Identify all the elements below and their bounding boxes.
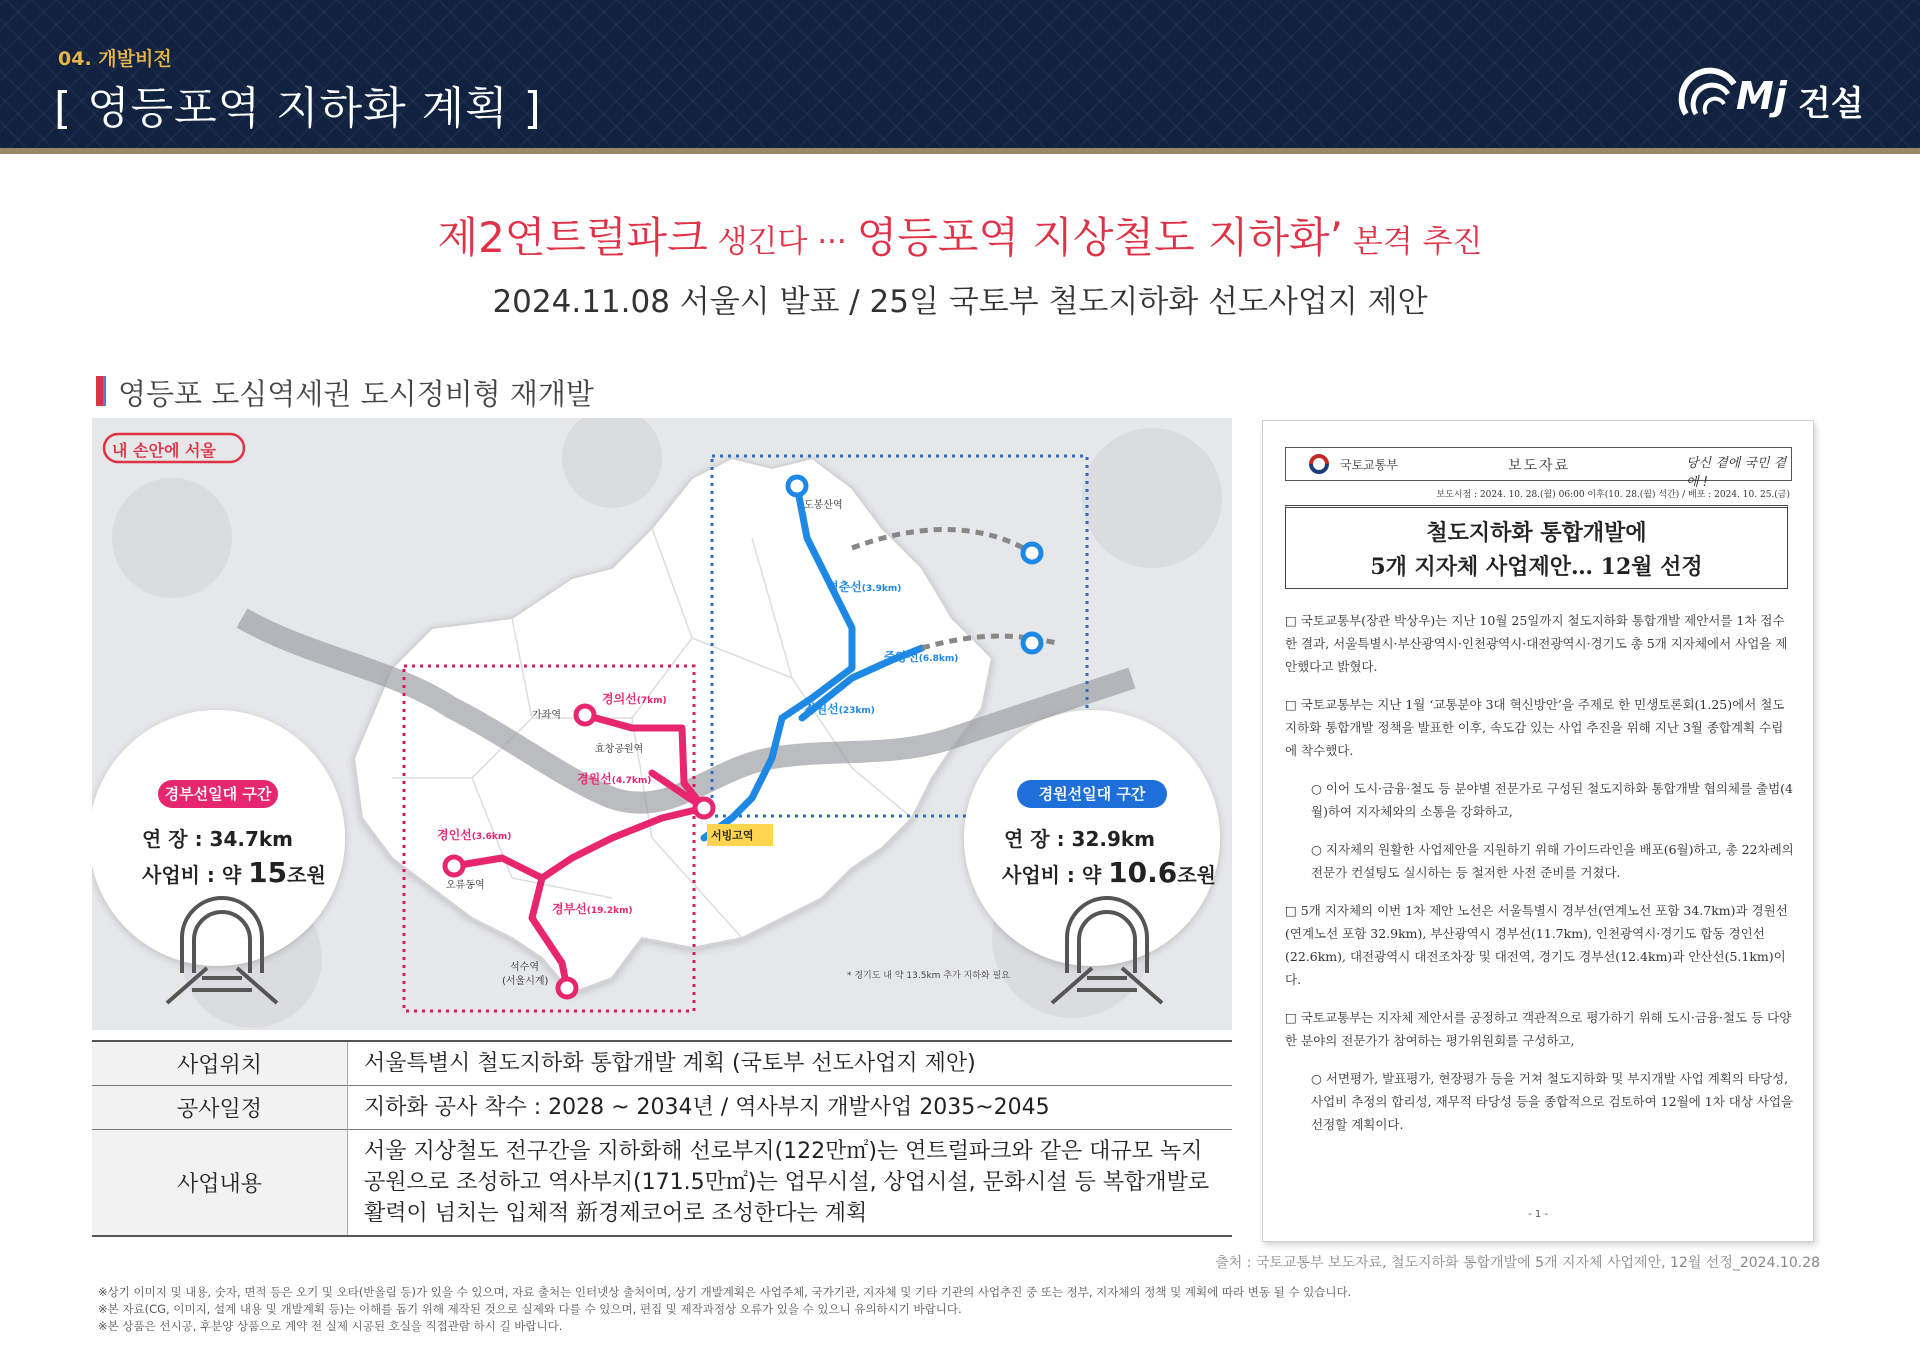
gyeongwon-len: (23km) bbox=[838, 706, 875, 716]
left-length-value: 34.7km bbox=[209, 827, 294, 851]
gyeongwon-west-len: (4.7km) bbox=[611, 776, 652, 786]
row-label-content: 사업내용 bbox=[92, 1130, 348, 1237]
subheadline: 2024.11.08 서울시 발표 / 25일 국토부 철도지하화 선도사업지 제안 bbox=[492, 284, 1428, 320]
left-length-label: 연 장 : bbox=[142, 827, 210, 851]
press-title-line1: 철도지하화 통합개발에 bbox=[1426, 520, 1647, 546]
press-header bbox=[1285, 447, 1792, 490]
disclaimer-line: ※본 자료(CG, 이미지, 설계 내용 및 개발계획 등)는 이해를 돕기 위해 제작된 것으로 실제와 다를 수 있으며, 편집 및 제작과정상 오류가 있을 수 있으니 유의하시기 바랍니다. bbox=[98, 1302, 962, 1316]
label-gyeongin bbox=[437, 826, 511, 843]
label-gyeongwon-west bbox=[577, 770, 651, 787]
map-badge: 내 손안에 서울 bbox=[112, 441, 216, 460]
bullet: ○ bbox=[1311, 842, 1322, 857]
headline-part1: 제2연트럴파크 bbox=[437, 213, 708, 262]
gyeongui-len: (7km) bbox=[636, 696, 667, 706]
paragraph-text: 5개 지자체의 이번 1차 제안 노선은 서울특별시 경부선(연계노선 포함 34.7km)과 경원선(연계노선 포함 32.9km), 부산광역시 경부선(11.7km), 인천광역시·경기도 합동 경인선(22.6km), 대전광역시 대전조차장 및 대전역, 경기도 경부선(12.4km)과 안산선(5.1km)이다. bbox=[1285, 903, 1788, 987]
gyeongwon-name: 경원선 bbox=[804, 702, 839, 716]
row-label-schedule: 공사일정 bbox=[92, 1086, 348, 1130]
left-cost-unit: 조원 bbox=[287, 863, 326, 887]
gyeongin-name: 경인선 bbox=[437, 828, 472, 842]
paragraph-text: 국토교통부는 지난 1월 ‘교통분야 3대 혁신방안’을 주제로 한 민생토론회(1.25)에서 철도지하화 통합개발 정책을 발표한 이후, 속도감 있는 사업 추진을 위해 지난 3월 종합계획 수립에 착수했다. bbox=[1285, 697, 1785, 758]
right-cost-value: 10.6 bbox=[1108, 856, 1178, 889]
paragraph-text: 이어 도시·금융·철도 등 분야별 전문가로 구성된 철도지하화 통합개발 협의체를 출범(4월)하여 지자체와의 소통을 강화하고, bbox=[1311, 781, 1793, 819]
gyeongchun-name: 경춘선 bbox=[827, 580, 862, 594]
gyeongin-len: (3.6km) bbox=[471, 832, 512, 842]
station-seobinggo-marker bbox=[695, 799, 713, 817]
left-cost-value: 15 bbox=[248, 856, 288, 889]
map-note: * 경기도 내 약 13.5km 추가 지하화 필요 bbox=[847, 971, 1010, 981]
label-dobongsan: 도봉산역 bbox=[804, 500, 843, 511]
paragraph-text: 국토교통부(장관 박상우)는 지난 10월 25일까지 철도지하화 통합개발 제안서를 1차 접수한 결과, 서울특별시·부산광역시·인천광역시·대전광역시·경기도 총 5개 지자체에서 사업을 제안했다고 밝혔다. bbox=[1285, 613, 1788, 674]
press-paragraph bbox=[1285, 838, 1795, 884]
row-value-location: 서울특별시 철도지하화 통합개발 계획 (국토부 선도사업지 제안) bbox=[364, 1051, 976, 1076]
press-paragraph bbox=[1285, 693, 1795, 762]
logo-brand: Mj bbox=[1736, 74, 1787, 118]
label-hyochang: 효창공원역 bbox=[595, 744, 644, 755]
station-east-2-marker bbox=[1023, 634, 1041, 652]
bullet: □ bbox=[1285, 613, 1297, 628]
paragraph-text: 국토교통부는 지자체 제안서를 공정하고 객관적으로 평가하기 위해 도시·금융·철도 등 다양한 분야의 전문가가 참여하는 평가위원회를 구성하고, bbox=[1285, 1010, 1792, 1048]
jungang-len: (6.8km) bbox=[918, 654, 959, 664]
right-panel-cost bbox=[1002, 856, 1216, 889]
ministry-name: 국토교통부 bbox=[1340, 458, 1398, 472]
label-oryu: 오류동역 bbox=[446, 880, 485, 891]
station-gajwa-marker bbox=[576, 706, 594, 724]
right-cost-unit: 조원 bbox=[1177, 863, 1216, 887]
map-graphic bbox=[92, 418, 1232, 1030]
right-length-label: 연 장 : bbox=[1004, 827, 1072, 851]
header-divider bbox=[0, 148, 1920, 154]
headline-part3: 영등포역 지상철도 지하화’ bbox=[856, 213, 1343, 262]
press-body bbox=[1285, 609, 1795, 1151]
row-label-location: 사업위치 bbox=[92, 1041, 348, 1086]
bullet: ○ bbox=[1311, 1071, 1322, 1086]
right-panel-length bbox=[1004, 823, 1155, 852]
press-paragraph bbox=[1285, 777, 1795, 823]
paragraph-text: 서면평가, 발표평가, 현장평가 등을 거쳐 철도지하화 및 부지개발 사업 계획의 타당성, 사업비 추정의 합리성, 재무적 타당성 등을 종합적으로 검토하여 12월에 1차 대상 사업을 선정할 계획이다. bbox=[1311, 1071, 1794, 1132]
gyeongbu-name: 경부선 bbox=[552, 902, 587, 916]
paragraph-text: 지자체의 원활한 사업제안을 지원하기 위해 가이드라인을 배포(6월)하고, 총 22차례의 전문가 컨설팅도 실시하는 등 철저한 사전 준비를 거쳤다. bbox=[1311, 842, 1794, 880]
disclaimer bbox=[98, 1284, 1818, 1335]
project-info-table bbox=[92, 1040, 1232, 1237]
section-marker bbox=[96, 376, 103, 406]
ministry-emblem-icon bbox=[1308, 454, 1330, 474]
logo-suffix: 건설 bbox=[1798, 84, 1864, 124]
press-slogan: 당신 곁에 국민 곁에 ! bbox=[1686, 456, 1787, 490]
headline-part2: 생긴다 ··· bbox=[707, 224, 857, 260]
gyeongwon-west-name: 경원선 bbox=[577, 772, 612, 786]
left-panel-length bbox=[142, 823, 293, 852]
right-cost-label: 사업비 : 약 bbox=[1002, 863, 1109, 887]
station-oryu-marker bbox=[445, 857, 463, 875]
station-seoksu-marker bbox=[558, 979, 576, 997]
row-value-content: 서울 지상철도 전구간을 지하화해 선로부지(122만㎡)는 연트럴파크와 같은 대규모 녹지공원으로 조성하고 역사부지(171.5만㎡)는 업무시설, 상업시설, 문화시설 등 복합개발로 활력이 넘치는 입체적 新경제코어로 조성한다는 계획 bbox=[364, 1139, 1210, 1226]
left-panel-title: 경부선일대 구간 bbox=[158, 780, 278, 808]
press-date: 보도시점 : 2024. 10. 28.(월) 06:00 이후(10. 28.(월) 석간) / 배포 : 2024. 10. 25.(금) bbox=[1436, 490, 1790, 500]
station-east-1-marker bbox=[1023, 544, 1041, 562]
bullet: ○ bbox=[1311, 781, 1322, 796]
press-title-line2: 5개 지자체 사업제안… 12월 선정 bbox=[1370, 554, 1703, 580]
press-title-box bbox=[1285, 505, 1788, 589]
disclaimer-line: ※상기 이미지 및 내용, 숫자, 면적 등은 오기 및 오타(반올림 등)가 있을 수 있으며, 자료 출처는 인터넷상 출처이며, 상기 개발계획은 사업주체, 국가기관, 지자체 및 기타 기관의 사업추진 중 또는 정부, 지자체의 정책 및 계획에 따라 변동 될 수 있습니다. bbox=[98, 1285, 1352, 1299]
bullet: □ bbox=[1285, 903, 1297, 918]
label-gajwa: 가좌역 bbox=[532, 710, 561, 721]
label-gyeongui bbox=[602, 690, 667, 707]
table-row bbox=[92, 1041, 1232, 1086]
press-release bbox=[1262, 420, 1814, 1242]
label-seoksu: 석수역 bbox=[510, 962, 539, 973]
jungang-name: 중앙선 bbox=[884, 650, 919, 664]
table-row bbox=[92, 1086, 1232, 1130]
press-page-number: - 1 - bbox=[1528, 1209, 1548, 1220]
section-number: 04. 개발비전 bbox=[58, 48, 172, 70]
row-value-schedule: 지하화 공사 착수 : 2028 ~ 2034년 / 역사부지 개발사업 2035~2045 bbox=[364, 1095, 1050, 1120]
section-label: 영등포 도심역세권 도시정비형 재개발 bbox=[118, 377, 594, 411]
railway-map bbox=[92, 418, 1232, 1030]
label-gyeongbu bbox=[552, 900, 633, 917]
press-paragraph bbox=[1285, 1067, 1795, 1136]
press-type: 보도자료 bbox=[1508, 458, 1571, 474]
disclaimer-line: ※본 상품은 선시공, 후분양 상품으로 계약 전 실제 시공된 호실을 직접관람 하시 길 바랍니다. bbox=[98, 1319, 563, 1333]
label-seobinggo: 서빙고역 bbox=[711, 829, 754, 842]
table-row bbox=[92, 1130, 1232, 1237]
bullet: □ bbox=[1285, 697, 1297, 712]
press-paragraph bbox=[1285, 899, 1795, 991]
label-gyeongchun bbox=[827, 578, 901, 595]
headline-part4: 본격 추진 bbox=[1342, 224, 1483, 260]
right-length-value: 32.9km bbox=[1071, 827, 1156, 851]
gyeongbu-len: (19.2km) bbox=[586, 906, 633, 916]
gyeongui-name: 경의선 bbox=[602, 692, 637, 706]
press-paragraph bbox=[1285, 609, 1795, 678]
press-paragraph bbox=[1285, 1006, 1795, 1052]
source-note: 출처 : 국토교통부 보도자료, 철도지하화 통합개발에 5개 지자체 사업제안, 12월 선정_2024.10.28 bbox=[1215, 1255, 1820, 1271]
section-marker-accent bbox=[103, 376, 106, 406]
left-cost-label: 사업비 : 약 bbox=[142, 863, 249, 887]
headline bbox=[0, 205, 1920, 265]
station-dobongsan-marker bbox=[788, 477, 806, 495]
right-panel-title: 경원선일대 구간 bbox=[1017, 780, 1167, 808]
gyeongchun-len: (3.9km) bbox=[861, 584, 902, 594]
bullet: □ bbox=[1285, 1010, 1297, 1025]
label-seoksu-sub: (서울시계) bbox=[502, 976, 549, 987]
page-title: [ 영등포역 지하화 계획 ] bbox=[54, 83, 542, 134]
left-panel-cost bbox=[142, 856, 326, 889]
label-jungang bbox=[884, 648, 958, 665]
label-gyeongwon bbox=[804, 700, 875, 717]
